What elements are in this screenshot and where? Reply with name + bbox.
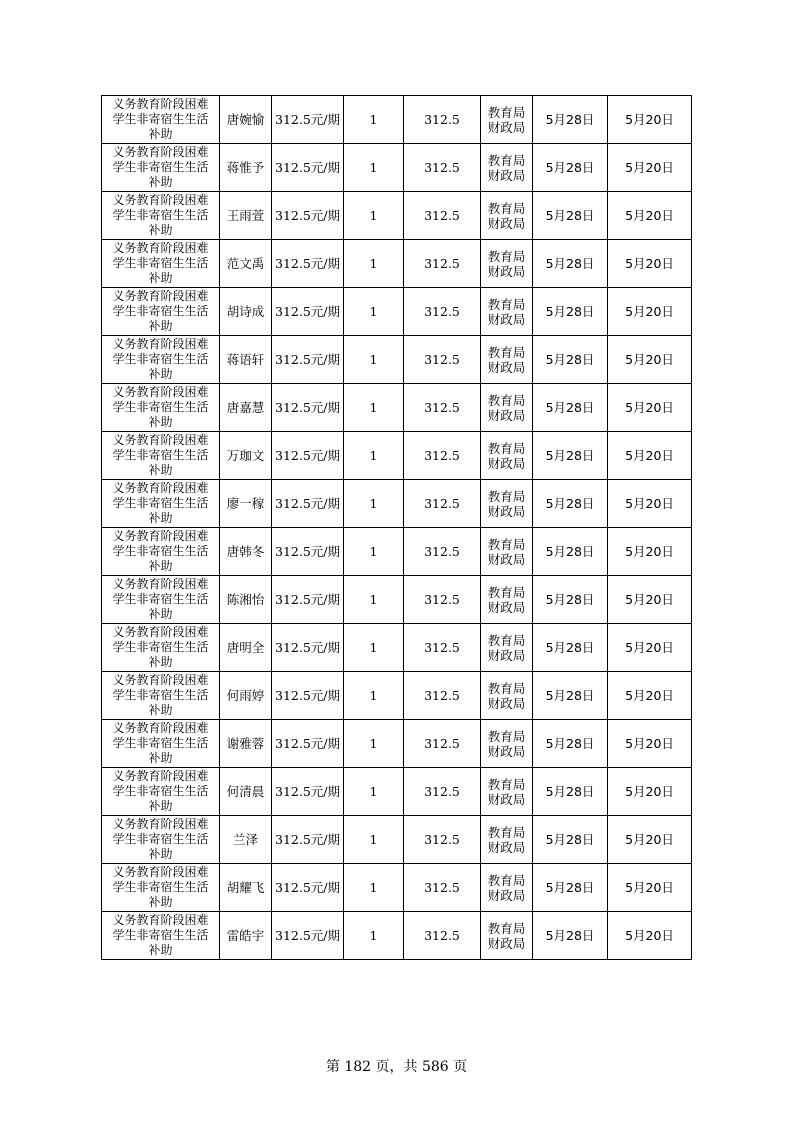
recipient-name-cell: 范文禹: [220, 240, 272, 288]
department-line: 财政局: [487, 935, 526, 951]
subsidy-standard-cell: 312.5元/期: [272, 864, 344, 912]
subsidy-item-line: 义务教育阶段困难: [112, 385, 209, 399]
subsidy-item-line: 学生非寄宿生生活: [112, 256, 209, 270]
recipient-name-cell: 谢雅蓉: [220, 720, 272, 768]
subsidy-standard-cell: 312.5元/期: [272, 768, 344, 816]
subsidy-item-cell: [102, 912, 220, 960]
quantity-cell: 1: [344, 672, 404, 720]
department-line: 教育局: [487, 440, 526, 456]
amount-cell: 312.5: [404, 624, 481, 672]
recipient-name-cell: 兰泽: [220, 816, 272, 864]
department-line: 财政局: [487, 839, 526, 855]
subsidy-standard-cell: 312.5元/期: [272, 528, 344, 576]
subsidy-item-line: 学生非寄宿生生活: [112, 160, 209, 174]
department-cell: [481, 576, 533, 624]
department-line: 教育局: [487, 248, 526, 264]
issue-date-cell: 5月28日: [533, 336, 608, 384]
issue-date-cell: 5月28日: [533, 912, 608, 960]
table-row: [102, 912, 692, 960]
amount-cell: 312.5: [404, 720, 481, 768]
department-cell: [481, 624, 533, 672]
approval-date-cell: 5月20日: [608, 480, 692, 528]
subsidy-standard-cell: 312.5元/期: [272, 624, 344, 672]
quantity-cell: 1: [344, 624, 404, 672]
subsidy-standard-cell: 312.5元/期: [272, 96, 344, 144]
issue-date-cell: 5月28日: [533, 768, 608, 816]
approval-date-cell: 5月20日: [608, 624, 692, 672]
table-row: [102, 288, 692, 336]
amount-cell: 312.5: [404, 816, 481, 864]
recipient-name-cell: 雷皓宇: [220, 912, 272, 960]
issue-date-cell: 5月28日: [533, 96, 608, 144]
issue-date-cell: 5月28日: [533, 864, 608, 912]
approval-date-cell: 5月20日: [608, 288, 692, 336]
subsidy-item-line: 义务教育阶段困难: [112, 433, 209, 447]
department-line: 财政局: [487, 311, 526, 327]
subsidy-standard-cell: 312.5元/期: [272, 336, 344, 384]
department-line: 教育局: [487, 680, 526, 696]
recipient-name-cell: 蒋惟予: [220, 144, 272, 192]
department-cell: [481, 432, 533, 480]
approval-date-cell: 5月20日: [608, 720, 692, 768]
quantity-cell: 1: [344, 96, 404, 144]
amount-cell: 312.5: [404, 576, 481, 624]
subsidy-standard-cell: 312.5元/期: [272, 432, 344, 480]
subsidy-item-cell: [102, 480, 220, 528]
recipient-name-cell: 胡耀飞: [220, 864, 272, 912]
subsidy-item-line: 义务教育阶段困难: [112, 817, 209, 831]
subsidy-item-line: 义务教育阶段困难: [112, 241, 209, 255]
subsidy-item-cell: [102, 672, 220, 720]
subsidy-item-line: 学生非寄宿生生活: [112, 832, 209, 846]
subsidy-item-cell: [102, 240, 220, 288]
department-cell: [481, 864, 533, 912]
department-line: 财政局: [487, 791, 526, 807]
department-cell: [481, 672, 533, 720]
department-cell: [481, 768, 533, 816]
quantity-cell: 1: [344, 336, 404, 384]
amount-cell: 312.5: [404, 336, 481, 384]
department-line: 财政局: [487, 887, 526, 903]
subsidy-standard-cell: 312.5元/期: [272, 816, 344, 864]
table-row: [102, 672, 692, 720]
subsidy-item-line: 义务教育阶段困难: [112, 145, 209, 159]
department-cell: [481, 336, 533, 384]
amount-cell: 312.5: [404, 480, 481, 528]
subsidy-item-line: 学生非寄宿生生活: [112, 496, 209, 510]
department-line: 财政局: [487, 743, 526, 759]
subsidy-item-line: 学生非寄宿生生活: [112, 640, 209, 654]
subsidy-item-line: 学生非寄宿生生活: [112, 400, 209, 414]
subsidy-item-line: 补助: [148, 511, 173, 525]
amount-cell: 312.5: [404, 96, 481, 144]
approval-date-cell: 5月20日: [608, 432, 692, 480]
subsidy-item-line: 学生非寄宿生生活: [112, 544, 209, 558]
quantity-cell: 1: [344, 720, 404, 768]
table-row: [102, 528, 692, 576]
amount-cell: 312.5: [404, 528, 481, 576]
issue-date-cell: 5月28日: [533, 432, 608, 480]
quantity-cell: 1: [344, 480, 404, 528]
subsidy-item-line: 学生非寄宿生生活: [112, 880, 209, 894]
subsidy-item-line: 义务教育阶段困难: [112, 769, 209, 783]
department-line: 教育局: [487, 200, 526, 216]
subsidy-item-line: 补助: [148, 319, 173, 333]
quantity-cell: 1: [344, 768, 404, 816]
subsidy-standard-cell: 312.5元/期: [272, 288, 344, 336]
amount-cell: 312.5: [404, 432, 481, 480]
recipient-name-cell: 何雨婷: [220, 672, 272, 720]
recipient-name-cell: 何清晨: [220, 768, 272, 816]
approval-date-cell: 5月20日: [608, 816, 692, 864]
subsidy-item-line: 学生非寄宿生生活: [112, 928, 209, 942]
quantity-cell: 1: [344, 240, 404, 288]
amount-cell: 312.5: [404, 672, 481, 720]
recipient-name-cell: 唐婉愉: [220, 96, 272, 144]
department-line: 财政局: [487, 119, 526, 135]
subsidy-item-line: 学生非寄宿生生活: [112, 784, 209, 798]
quantity-cell: 1: [344, 912, 404, 960]
department-cell: [481, 192, 533, 240]
subsidy-item-line: 补助: [148, 415, 173, 429]
department-cell: [481, 528, 533, 576]
department-line: 财政局: [487, 215, 526, 231]
department-line: 教育局: [487, 536, 526, 552]
subsidy-item-line: 补助: [148, 751, 173, 765]
subsidy-standard-cell: 312.5元/期: [272, 576, 344, 624]
approval-date-cell: 5月20日: [608, 768, 692, 816]
quantity-cell: 1: [344, 432, 404, 480]
approval-date-cell: 5月20日: [608, 528, 692, 576]
department-line: 教育局: [487, 392, 526, 408]
amount-cell: 312.5: [404, 144, 481, 192]
subsidy-item-line: 学生非寄宿生生活: [112, 304, 209, 318]
issue-date-cell: 5月28日: [533, 672, 608, 720]
approval-date-cell: 5月20日: [608, 864, 692, 912]
subsidy-standard-cell: 312.5元/期: [272, 240, 344, 288]
subsidy-item-line: 义务教育阶段困难: [112, 913, 209, 927]
subsidy-standard-cell: 312.5元/期: [272, 672, 344, 720]
approval-date-cell: 5月20日: [608, 240, 692, 288]
subsidy-item-line: 学生非寄宿生生活: [112, 592, 209, 606]
department-line: 教育局: [487, 344, 526, 360]
recipient-name-cell: 唐韩冬: [220, 528, 272, 576]
department-line: 教育局: [487, 728, 526, 744]
recipient-name-cell: 万珈文: [220, 432, 272, 480]
department-line: 财政局: [487, 647, 526, 663]
subsidy-item-line: 学生非寄宿生生活: [112, 448, 209, 462]
subsidy-item-line: 补助: [148, 271, 173, 285]
subsidy-item-line: 补助: [148, 127, 173, 141]
subsidy-item-line: 补助: [148, 895, 173, 909]
table-row: [102, 864, 692, 912]
department-line: 财政局: [487, 167, 526, 183]
subsidy-item-line: 义务教育阶段困难: [112, 529, 209, 543]
subsidy-item-line: 补助: [148, 943, 173, 957]
subsidy-item-line: 学生非寄宿生生活: [112, 208, 209, 222]
issue-date-cell: 5月28日: [533, 576, 608, 624]
issue-date-cell: 5月28日: [533, 480, 608, 528]
table-body: [102, 96, 692, 960]
subsidy-item-line: 学生非寄宿生生活: [112, 736, 209, 750]
department-line: 教育局: [487, 296, 526, 312]
department-line: 教育局: [487, 776, 526, 792]
department-cell: [481, 912, 533, 960]
department-line: 教育局: [487, 584, 526, 600]
approval-date-cell: 5月20日: [608, 96, 692, 144]
recipient-name-cell: 唐明全: [220, 624, 272, 672]
quantity-cell: 1: [344, 288, 404, 336]
subsidy-item-cell: [102, 816, 220, 864]
department-cell: [481, 480, 533, 528]
recipient-name-cell: 胡诗成: [220, 288, 272, 336]
subsidy-item-cell: [102, 192, 220, 240]
table-row: [102, 192, 692, 240]
subsidy-table: [101, 95, 692, 960]
subsidy-item-cell: [102, 624, 220, 672]
quantity-cell: 1: [344, 864, 404, 912]
department-cell: [481, 384, 533, 432]
department-line: 财政局: [487, 455, 526, 471]
quantity-cell: 1: [344, 144, 404, 192]
department-cell: [481, 144, 533, 192]
subsidy-item-line: 学生非寄宿生生活: [112, 112, 209, 126]
department-line: 财政局: [487, 503, 526, 519]
table-row: [102, 336, 692, 384]
department-line: 财政局: [487, 407, 526, 423]
amount-cell: 312.5: [404, 288, 481, 336]
subsidy-item-line: 义务教育阶段困难: [112, 625, 209, 639]
amount-cell: 312.5: [404, 192, 481, 240]
recipient-name-cell: 廖一稼: [220, 480, 272, 528]
amount-cell: 312.5: [404, 240, 481, 288]
department-cell: [481, 720, 533, 768]
subsidy-standard-cell: 312.5元/期: [272, 192, 344, 240]
quantity-cell: 1: [344, 576, 404, 624]
table-row: [102, 576, 692, 624]
amount-cell: 312.5: [404, 864, 481, 912]
department-cell: [481, 288, 533, 336]
approval-date-cell: 5月20日: [608, 384, 692, 432]
issue-date-cell: 5月28日: [533, 720, 608, 768]
approval-date-cell: 5月20日: [608, 336, 692, 384]
subsidy-item-line: 补助: [148, 799, 173, 813]
subsidy-item-line: 补助: [148, 559, 173, 573]
approval-date-cell: 5月20日: [608, 192, 692, 240]
issue-date-cell: 5月28日: [533, 528, 608, 576]
table-row: [102, 384, 692, 432]
table-row: [102, 624, 692, 672]
page-number-footer: 第 182 页，共 586 页: [325, 1059, 468, 1075]
table-row: [102, 96, 692, 144]
department-line: 教育局: [487, 920, 526, 936]
subsidy-item-line: 补助: [148, 367, 173, 381]
department-cell: [481, 240, 533, 288]
subsidy-item-cell: [102, 576, 220, 624]
table-row: [102, 432, 692, 480]
department-line: 教育局: [487, 824, 526, 840]
issue-date-cell: 5月28日: [533, 240, 608, 288]
subsidy-item-cell: [102, 768, 220, 816]
approval-date-cell: 5月20日: [608, 144, 692, 192]
subsidy-item-line: 补助: [148, 463, 173, 477]
issue-date-cell: 5月28日: [533, 624, 608, 672]
subsidy-item-line: 学生非寄宿生生活: [112, 688, 209, 702]
subsidy-item-line: 义务教育阶段困难: [112, 193, 209, 207]
department-line: 教育局: [487, 488, 526, 504]
issue-date-cell: 5月28日: [533, 816, 608, 864]
table-row: [102, 144, 692, 192]
department-line: 教育局: [487, 152, 526, 168]
subsidy-item-cell: [102, 432, 220, 480]
table-row: [102, 480, 692, 528]
amount-cell: 312.5: [404, 768, 481, 816]
table-row: [102, 768, 692, 816]
subsidy-item-cell: [102, 96, 220, 144]
approval-date-cell: 5月20日: [608, 912, 692, 960]
subsidy-item-cell: [102, 720, 220, 768]
table-row: [102, 240, 692, 288]
department-line: 教育局: [487, 872, 526, 888]
subsidy-item-line: 学生非寄宿生生活: [112, 352, 209, 366]
subsidy-item-line: 补助: [148, 175, 173, 189]
subsidy-item-cell: [102, 384, 220, 432]
subsidy-item-line: 义务教育阶段困难: [112, 337, 209, 351]
department-line: 财政局: [487, 359, 526, 375]
subsidy-standard-cell: 312.5元/期: [272, 912, 344, 960]
department-line: 教育局: [487, 632, 526, 648]
subsidy-item-line: 义务教育阶段困难: [112, 721, 209, 735]
subsidy-item-cell: [102, 144, 220, 192]
subsidy-item-line: 补助: [148, 223, 173, 237]
subsidy-item-line: 义务教育阶段困难: [112, 577, 209, 591]
subsidy-item-line: 义务教育阶段困难: [112, 97, 209, 111]
recipient-name-cell: 唐嘉慧: [220, 384, 272, 432]
recipient-name-cell: 蒋语轩: [220, 336, 272, 384]
department-cell: [481, 816, 533, 864]
subsidy-standard-cell: 312.5元/期: [272, 480, 344, 528]
table-row: [102, 816, 692, 864]
subsidy-standard-cell: 312.5元/期: [272, 720, 344, 768]
quantity-cell: 1: [344, 384, 404, 432]
subsidy-item-cell: [102, 336, 220, 384]
quantity-cell: 1: [344, 528, 404, 576]
subsidy-item-cell: [102, 528, 220, 576]
subsidy-item-line: 补助: [148, 655, 173, 669]
amount-cell: 312.5: [404, 912, 481, 960]
department-line: 财政局: [487, 695, 526, 711]
issue-date-cell: 5月28日: [533, 384, 608, 432]
approval-date-cell: 5月20日: [608, 672, 692, 720]
department-cell: [481, 96, 533, 144]
subsidy-item-line: 义务教育阶段困难: [112, 481, 209, 495]
department-line: 财政局: [487, 263, 526, 279]
subsidy-standard-cell: 312.5元/期: [272, 384, 344, 432]
department-line: 教育局: [487, 104, 526, 120]
subsidy-item-line: 义务教育阶段困难: [112, 865, 209, 879]
recipient-name-cell: 王雨萱: [220, 192, 272, 240]
approval-date-cell: 5月20日: [608, 576, 692, 624]
subsidy-item-line: 补助: [148, 703, 173, 717]
subsidy-item-line: 补助: [148, 607, 173, 621]
recipient-name-cell: 陈湘怡: [220, 576, 272, 624]
department-line: 财政局: [487, 599, 526, 615]
issue-date-cell: 5月28日: [533, 192, 608, 240]
quantity-cell: 1: [344, 816, 404, 864]
subsidy-item-cell: [102, 864, 220, 912]
subsidy-item-line: 义务教育阶段困难: [112, 673, 209, 687]
quantity-cell: 1: [344, 192, 404, 240]
issue-date-cell: 5月28日: [533, 144, 608, 192]
subsidy-standard-cell: 312.5元/期: [272, 144, 344, 192]
subsidy-item-line: 义务教育阶段困难: [112, 289, 209, 303]
table-row: [102, 720, 692, 768]
subsidy-item-line: 补助: [148, 847, 173, 861]
amount-cell: 312.5: [404, 384, 481, 432]
department-line: 财政局: [487, 551, 526, 567]
issue-date-cell: 5月28日: [533, 288, 608, 336]
subsidy-item-cell: [102, 288, 220, 336]
